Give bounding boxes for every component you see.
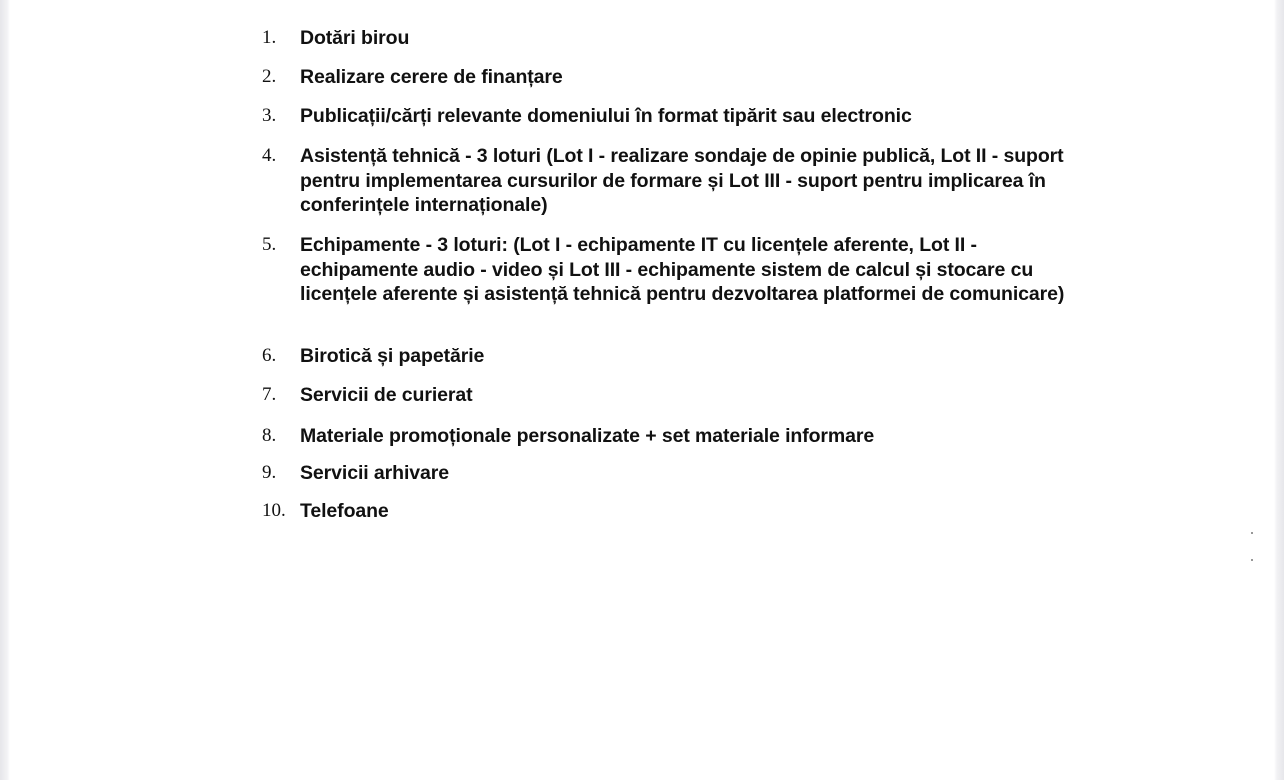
scan-speck (1251, 532, 1253, 534)
item-number: 7. (262, 384, 277, 405)
item-number: 1. (262, 27, 277, 48)
item-number: 10. (262, 500, 286, 521)
item-number: 5. (262, 234, 277, 255)
page-edge-right (1274, 0, 1284, 780)
item-text: Servicii de curierat (300, 384, 473, 406)
item-text: Servicii arhivare (300, 462, 449, 484)
item-text: Echipamente - 3 loturi: (Lot I - echipamente IT cu licențele aferente, Lot II - echipamente audio - video și Lot III - echipamente sistem de calcul și stocare cu licențele aferente și asistență tehnică pentru dezvoltarea platformei de comunicare) (300, 234, 1065, 305)
item-text: Publicații/cărți relevante domeniului în format tipărit sau electronic (300, 105, 912, 127)
item-text: Telefoane (300, 500, 389, 522)
item-number: 9. (262, 462, 277, 483)
scan-speck (1251, 559, 1253, 561)
item-number: 6. (262, 345, 277, 366)
item-text: Dotări birou (300, 27, 410, 49)
item-text: Realizare cerere de finanțare (300, 66, 563, 88)
item-number: 3. (262, 105, 277, 126)
item-number: 2. (262, 66, 277, 87)
item-text: Asistență tehnică - 3 loturi (Lot I - realizare sondaje de opinie publică, Lot II - suport pentru implementarea cursurilor de formare și Lot III - suport pentru implicarea în conferințele internaționale) (300, 145, 1064, 216)
item-text: Birotică și papetărie (300, 345, 485, 367)
item-number: 4. (262, 145, 277, 166)
item-text: Materiale promoționale personalizate + set materiale informare (300, 425, 875, 447)
item-number: 8. (262, 425, 277, 446)
page-edge-left (0, 0, 10, 780)
